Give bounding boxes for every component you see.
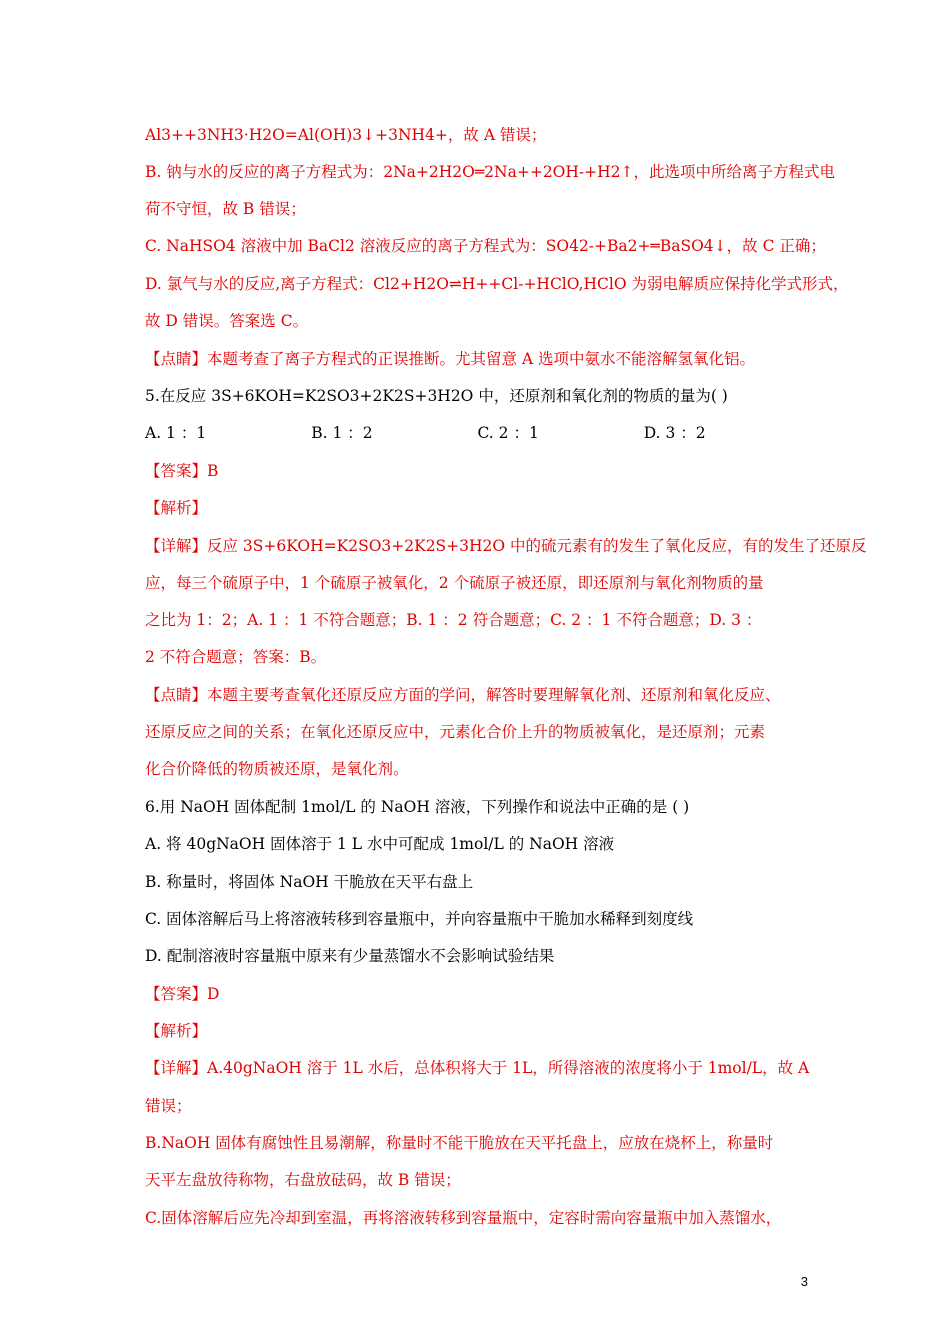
analysis-heading: 【解析】 — [145, 1022, 208, 1040]
text-line: 化合价降低的物质被还原，是氧化剂。 — [145, 760, 409, 778]
text-line: 天平左盘放待称物，右盘放砝码，故 B 错误； — [145, 1171, 461, 1189]
answer-line: 【答案】B — [145, 462, 219, 480]
answer-line: 【答案】D — [145, 985, 220, 1003]
question-6-choice-a: A. 将 40gNaOH 固体溶于 1 L 水中可配成 1mol/L 的 NaOH 溶液 — [145, 835, 615, 853]
text-line: 【详解】反应 3S+6KOH=K2SO3+2K2S+3H2O 中的硫元素有的发生了氧化反应，有的发生了还原反 — [145, 537, 867, 555]
text-line: B.NaOH 固体有腐蚀性且易潮解，称量时不能干脆放在天平托盘上，应放在烧杯上，称量时 — [145, 1134, 774, 1152]
text-line: Al3++3NH3·H2O=Al(OH)3↓+3NH4+，故 A 错误； — [145, 126, 547, 144]
choice-b: B. 1 ：2 — [311, 424, 373, 442]
text-line: 故 D 错误。答案选 C。 — [145, 312, 309, 330]
question-5: 5.在反应 3S+6KOH=K2SO3+2K2S+3H2O 中，还原剂和氧化剂的物质的量为( ) — [145, 387, 728, 405]
question-6-choice-b: B. 称量时，将固体 NaOH 干脆放在天平右盘上 — [145, 873, 474, 891]
question-6-choice-c: C. 固体溶解后马上将溶液转移到容量瓶中，并向容量瓶中干脆加水稀释到刻度线 — [145, 910, 694, 928]
text-line: D. 氯气与水的反应,离子方程式：Cl2+H2O⇌H++Cl-+HClO,HClO 为弱电解质应保持化学式形式， — [145, 275, 849, 293]
choice-a: A. 1 ：1 — [145, 424, 207, 442]
text-line: 荷不守恒，故 B 错误； — [145, 200, 306, 218]
text-line: 错误； — [145, 1097, 192, 1115]
text-line: 【详解】A.40gNaOH 溶于 1L 水后，总体积将大于 1L，所得溶液的浓度将小于 1mol/L，故 A — [145, 1059, 810, 1077]
page-number: 3 — [800, 1274, 808, 1289]
text-line: B. 钠与水的反应的离子方程式为：2Na+2H2O═2Na++2OH-+H2↑，此选项中所给离子方程式电 — [145, 163, 835, 181]
text-line: 应，每三个硫原子中，1 个硫原子被氧化，2 个硫原子被还原，即还原剂与氧化剂物质的量 — [145, 574, 764, 592]
text-line: C.固体溶解后应先冷却到室温，再将溶液转移到容量瓶中，定容时需向容量瓶中加入蒸馏水， — [145, 1209, 782, 1227]
text-line: 2 不符合题意；答案：B。 — [145, 648, 327, 666]
question-6: 6.用 NaOH 固体配制 1mol/L 的 NaOH 溶液，下列操作和说法中正确的是 ( ) — [145, 798, 690, 816]
text-line: 之比为 1：2；A. 1 ：1 不符合题意；B. 1 ：2 符合题意；C. 2 ：1 不符合题意；D. 3 ： — [145, 611, 762, 629]
text-line: C. NaHSO4 溶液中加 BaCl2 溶液反应的离子方程式为：SO42-+Ba2+═BaSO4↓，故 C 正确； — [145, 237, 826, 255]
analysis-heading: 【解析】 — [145, 499, 208, 517]
question-5-choices — [145, 422, 810, 444]
choice-d: D. 3 ：2 — [643, 424, 706, 442]
key-point-line: 【点睛】本题考查了离子方程式的正误推断。尤其留意 A 选项中氨水不能溶解氢氧化铝。 — [145, 350, 756, 368]
key-point-line: 【点睛】本题主要考查氧化还原反应方面的学问，解答时要理解氧化剂、还原剂和氧化反应、 — [145, 686, 781, 704]
question-6-choice-d: D. 配制溶液时容量瓶中原来有少量蒸馏水不会影响试验结果 — [145, 947, 555, 965]
text-line: 还原反应之间的关系；在氧化还原反应中，元素化合价上升的物质被氧化，是还原剂；元素 — [145, 723, 766, 741]
choice-c: C. 2 ：1 — [477, 424, 539, 442]
